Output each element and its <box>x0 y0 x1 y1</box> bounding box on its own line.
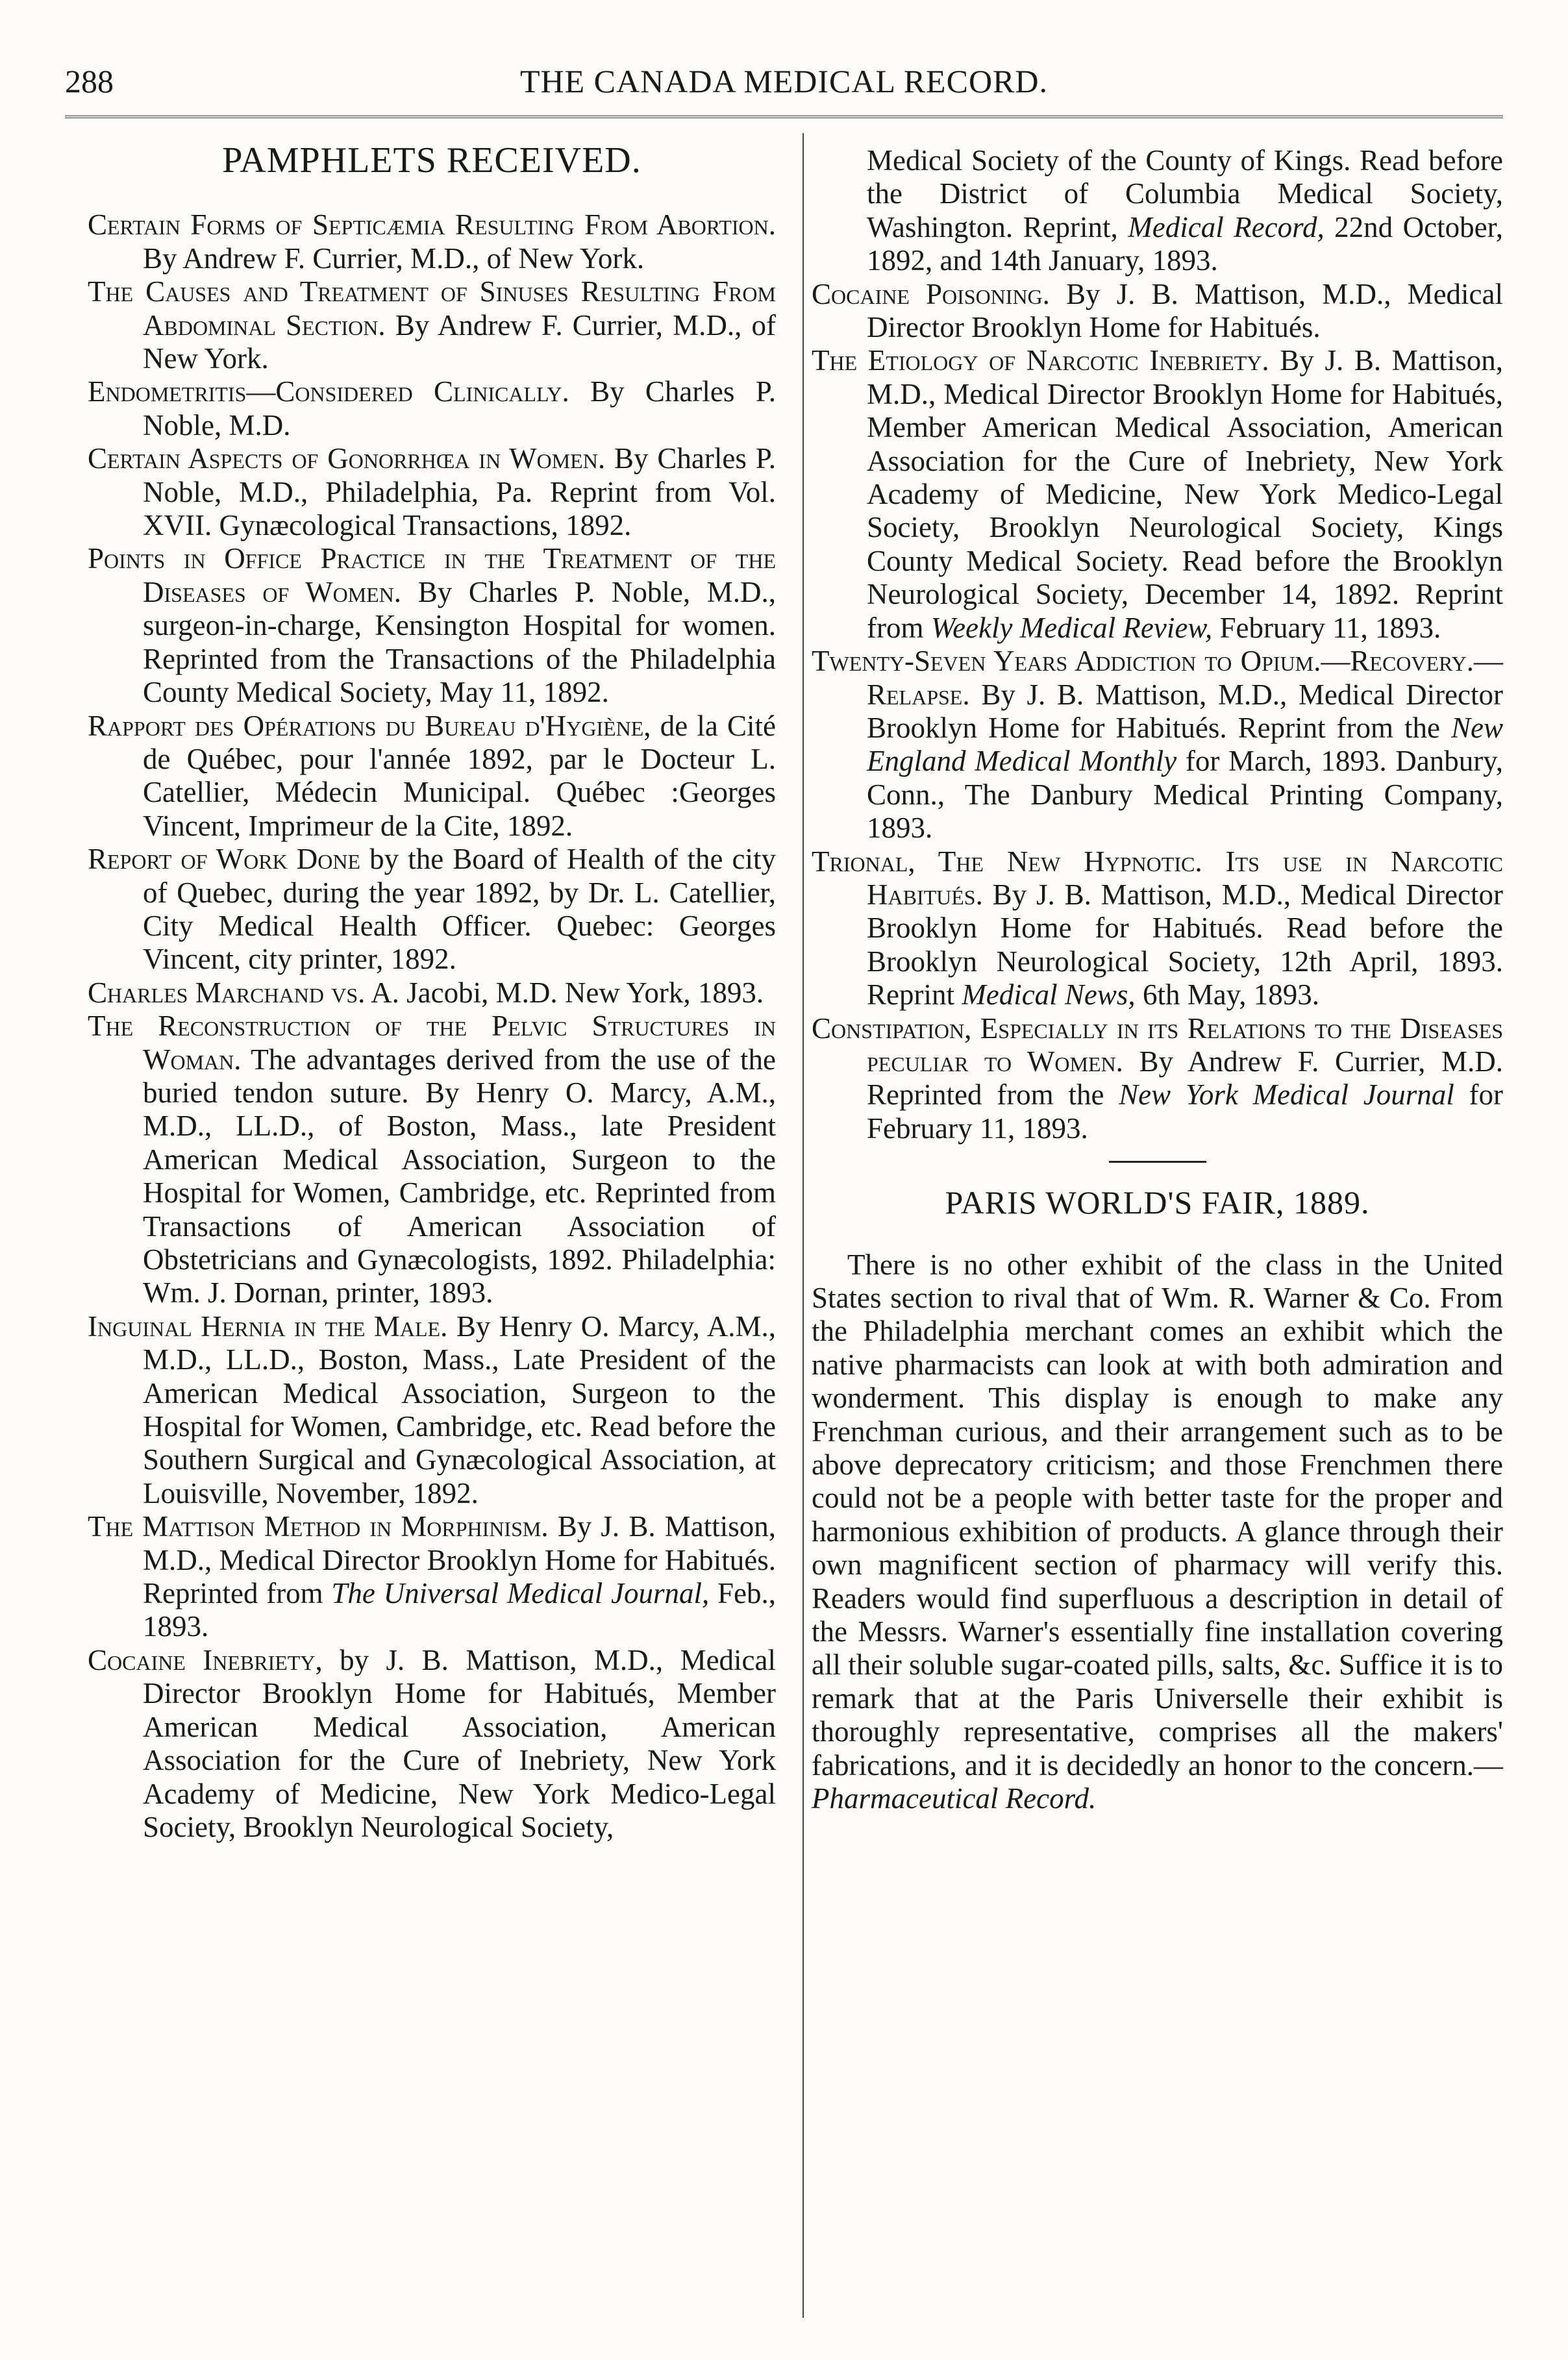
page-number: 288 <box>65 63 114 99</box>
column-divider <box>803 133 804 2318</box>
paris-heading: PARIS WORLD'S FAIR, 1889. <box>945 1184 1370 1221</box>
entry-tail: February 11, 1893. <box>1212 611 1441 644</box>
entry-text: By Andrew F. Currier, M.D., of New York. <box>143 242 645 275</box>
entry-title: Points in Office Practice in the Treatment of the Diseases of Women. <box>88 542 776 608</box>
entry-text: By J. B. Mattison, M.D., Medical Director Brooklyn Home for Habitués. <box>867 277 1503 344</box>
entry-title: The Reconstruction of the Pelvic Structures in Woman. <box>88 1010 776 1076</box>
entry-text: By Andrew F. Currier, M.D., of New York. <box>143 308 776 375</box>
entry-title: The Causes and Treatment of Sinuses Resulting From Abdominal Section. <box>88 275 776 342</box>
entry-text: By J. B. Mattison, M.D., Medical Director Brooklyn Home for Habitués, Member American Medical Association, American Association for the Cure of Inebriety, New York Academy of Medicine, New York Medico-Legal Society, Brooklyn Neurological Society, Kings County Medical Society. Read before the Brooklyn Neurological Society, December 14, 1892. Reprint from <box>867 344 1503 644</box>
continuation-tail: 22nd October, 1892, and 14th January, 1893. <box>867 210 1504 277</box>
entry-text: By J. B. Mattison, M.D., Medical Director Brooklyn Home for Habitués. Reprint from the <box>867 678 1503 744</box>
entry-tail: 6th May, 1893. <box>1135 978 1320 1012</box>
pamphlet-entry <box>812 1012 1503 1146</box>
entry-title: Inguinal Hernia in the Male. <box>88 1310 448 1343</box>
entry-text: By Charles P. Noble, M.D., surgeon-in-charge, Kensington Hospital for women. Reprinted from the Transactions of the Philadelphia County Medical Society, May 11, 1892. <box>143 575 776 709</box>
entry-text: By Henry O. Marcy, A.M., M.D., LL.D., Boston, Mass., Late President of the American Medical Association, Surgeon to the Hospital for Women, Cambridge, etc. Read before the Southern Surgical and Gynæcological Association, at Louisville, November, 1892. <box>143 1310 776 1509</box>
pamphlets-heading: PAMPHLETS RECEIVED. <box>222 140 641 180</box>
entry-title: Certain Aspects of Gonorrhœa in Women. <box>88 442 606 475</box>
page-header <box>65 62 1503 117</box>
entry-tail: for March, 1893. Danbury, Conn., The Danbury Medical Printing Company, 1893. <box>867 745 1504 845</box>
pamphlet-list <box>88 208 776 1844</box>
entry-text: The advantages derived from the use of the buried tendon suture. By Henry O. Marcy, A.M., M.D., LL.D., of Boston, Mass., late President American Medical Association, Surgeon to the Hospital for Women, Cambridge, etc. Reprinted from Transactions of American Association of Obstetricians and Gynæcologists, 1892. Philadelphia: Wm. J. Dornan, printer, 1893. <box>143 1043 776 1310</box>
pamphlet-entry <box>88 1644 776 1844</box>
pamphlet-entry <box>812 344 1503 645</box>
entry-title: Certain Forms of Septicæmia Resulting From Abortion. <box>88 208 776 242</box>
entry-title: Report of Work Done <box>88 843 361 876</box>
entry-text: by J. B. Mattison, M.D., Medical Director Brooklyn Home for Habitués, Member American Medical Association, American Association for the Cure of Inebriety, New York Academy of Medicine, New York Medico-Legal Society, Brooklyn Neurological Society, <box>143 1643 777 1843</box>
pamphlet-entry-continued <box>812 144 1503 278</box>
pamphlet-entry <box>88 442 776 542</box>
entry-title: Cocaine Inebriety, <box>88 1643 323 1676</box>
entry-tail: Feb., 1893. <box>143 1577 776 1643</box>
pamphlet-entry <box>88 542 776 709</box>
entry-publication: Medical News, <box>962 978 1136 1012</box>
pamphlet-entry <box>88 1010 776 1310</box>
entry-title: Rapport des Opérations du Bureau d'Hygiène, <box>88 709 651 742</box>
entry-title: The Mattison Method in Morphinism. <box>88 1510 549 1543</box>
pamphlet-entry <box>812 278 1503 345</box>
section-divider <box>1109 1161 1206 1163</box>
pamphlet-entry <box>88 710 776 843</box>
entry-tail: for February 11, 1893. <box>867 1078 1503 1145</box>
paris-article-source: Pharmaceutical Record. <box>812 1782 1097 1815</box>
entry-text: By Charles P. Noble, M.D., Philadelphia, Pa. Reprint from Vol. XVII. Gynæcological Transactions, 1892. <box>143 442 777 542</box>
entry-text: By J. B. Mattison, M.D., Medical Director Brooklyn Home for Habitués. Reprinted from <box>143 1510 776 1610</box>
entry-text: By Charles P. Noble, M.D. <box>143 375 776 441</box>
running-title: THE CANADA MEDICAL RECORD. <box>519 63 1049 99</box>
entry-title: Endometritis—Considered Clinically. <box>88 375 569 408</box>
entry-title: Twenty-Seven Years Addiction to Opium.—Recovery.—Relapse. <box>812 645 1503 711</box>
entry-text: A. Jacobi, M.D. New York, 1893. <box>365 976 764 1009</box>
left-column <box>88 140 777 1844</box>
entry-title: Constipation, Especially in its Relations to the Diseases peculiar to Women. <box>812 1012 1503 1078</box>
paris-article-body <box>812 1248 1503 1816</box>
pamphlet-entry <box>88 1310 776 1510</box>
entry-publication: New England Medical Monthly <box>867 711 1503 778</box>
entry-title: The Etiology of Narcotic Inebriety. <box>812 344 1269 377</box>
pamphlet-entry <box>812 845 1503 1012</box>
pamphlet-entry <box>88 1510 776 1644</box>
entry-title: Cocaine Poisoning. <box>812 277 1050 310</box>
entry-title: Trional, The New Hypnotic. Its use in Narcotic Habitués. <box>812 845 1503 911</box>
entry-publication: Weekly Medical Review, <box>930 611 1213 644</box>
entry-publication: New York Medical Journal <box>1119 1078 1454 1112</box>
pamphlet-entry <box>88 976 776 1010</box>
pamphlet-list-continued <box>812 278 1503 1146</box>
entry-text: By J. B. Mattison, M.D., Medical Director Brooklyn Home for Habitués. Read before the Brooklyn Neurological Society, 12th April, 1893. Reprint <box>867 878 1503 1012</box>
pamphlet-entry <box>812 645 1503 845</box>
pamphlet-entry <box>88 208 776 275</box>
entry-publication: The Universal Medical Journal, <box>331 1577 710 1610</box>
pamphlet-entry <box>88 375 776 442</box>
entry-title: Charles Marchand vs. <box>88 976 366 1009</box>
continuation-publication: Medical Record, <box>1128 210 1325 243</box>
entry-text: de la Cité de Québec, pour l'année 1892, par le Docteur L. Catellier, Médecin Municipal. Québec :Georges Vincent, Imprimeur de la Cite, 1892. <box>143 709 776 842</box>
right-column <box>812 144 1503 1816</box>
pamphlet-entry <box>88 843 776 976</box>
pamphlet-entry <box>88 275 776 375</box>
paris-article-text: There is no other exhibit of the class in the United States section to rival that of Wm. R. Warner & Co. From the Philadelphia merchant comes an exhibit which the native pharmacists can look at with both admiration and wonderment. This display is enough to make any Frenchman curious, and their arrangement such as to be above deprecatory criticism; and those Frenchmen there could not be a people with better taste for the proper and harmonious exhibition of products. A glance through their own magnificent section of pharmacy will verify this. Readers would find superfluous a description in detail of the Messrs. Warner's essentially fine installation covering all their soluble sugar-coated pills, salts, &c. Suffice it is to remark that at the Paris Universelle their exhibit is thoroughly representative, comprises all the makers' fabrications, and it is decidedly an honor to the concern.— <box>812 1248 1503 1782</box>
header-rule <box>65 116 1503 118</box>
continuation-text: Medical Society of the County of Kings. Read before the District of Columbia Medical Society, Washington. Reprint, <box>867 144 1503 243</box>
entry-text: by the Board of Health of the city of Quebec, during the year 1892, by Dr. L. Catellier, City Medical Health Officer. Quebec: Georges Vincent, city printer, 1892. <box>143 843 776 976</box>
entry-text: By Andrew F. Currier, M.D. Reprinted from the <box>867 1045 1503 1112</box>
